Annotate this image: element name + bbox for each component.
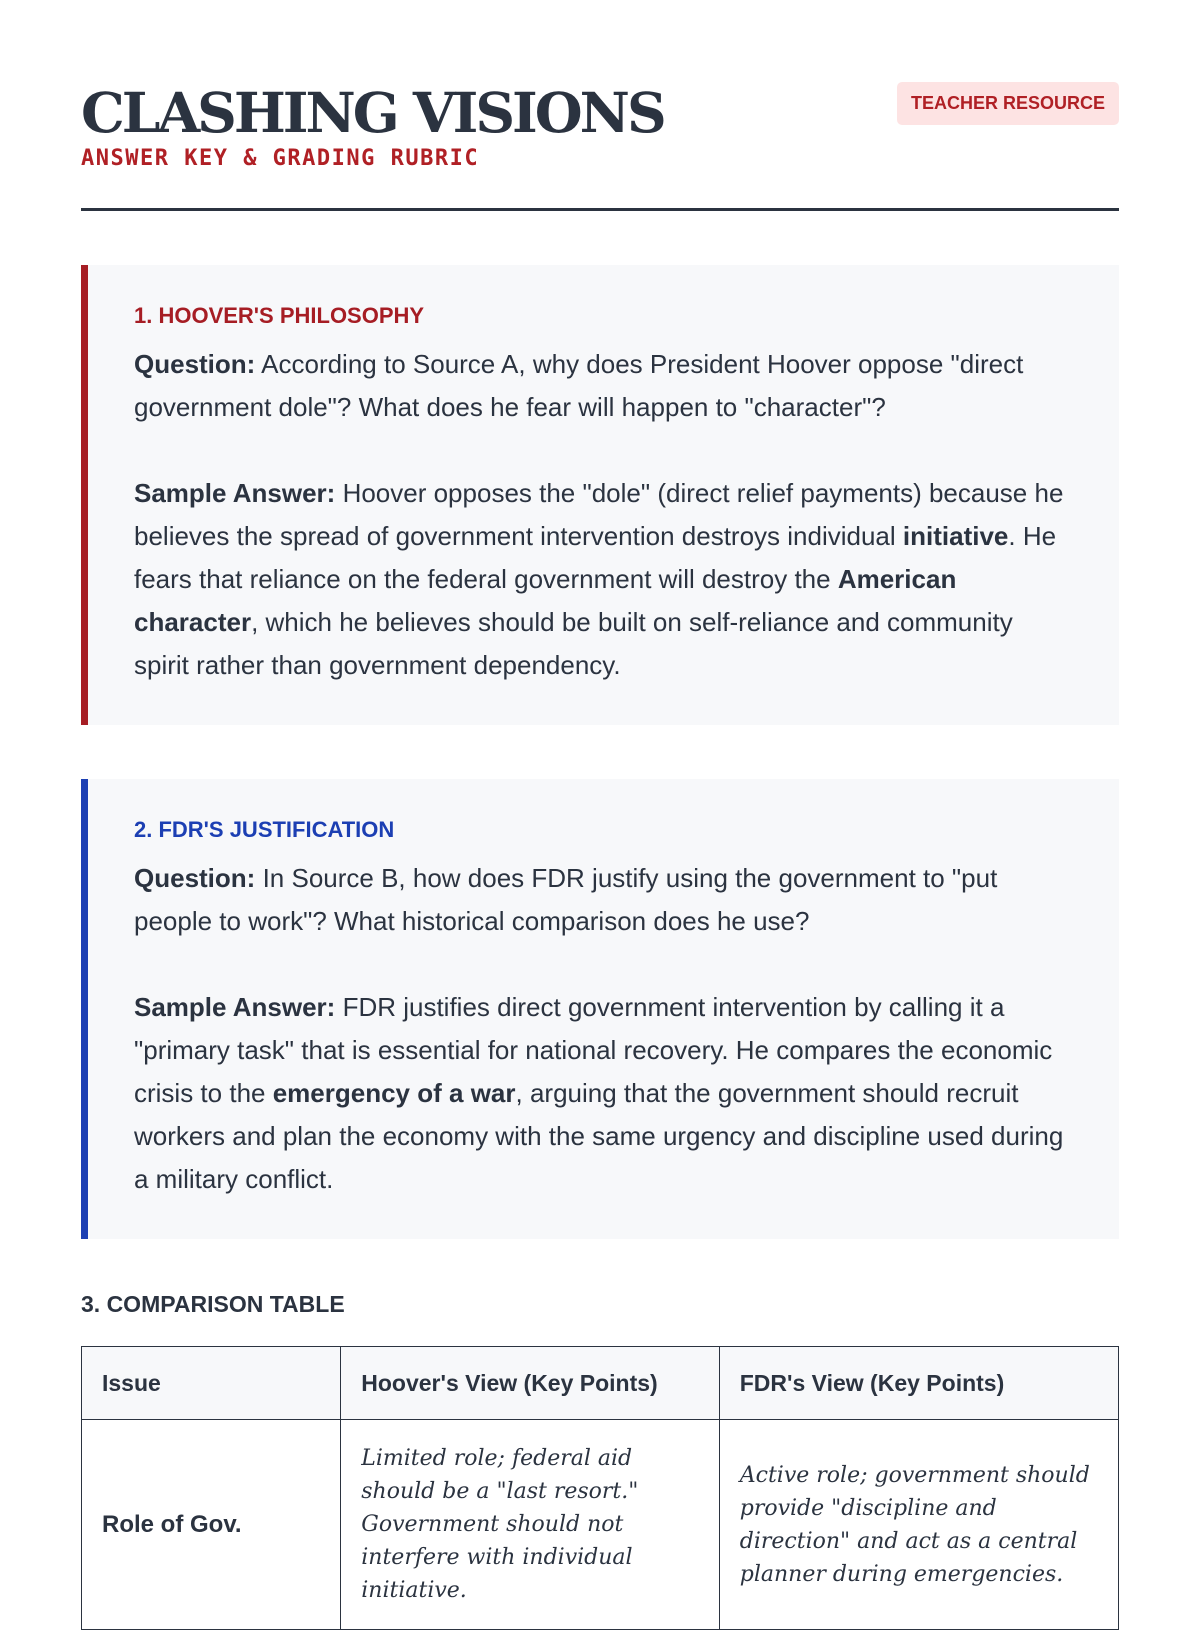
question-text <box>134 343 1073 429</box>
question-text <box>134 857 1073 943</box>
answer-emphasis: initiative <box>902 521 1009 551</box>
table-row <box>82 1420 1119 1630</box>
answer-emphasis: emergency of a war <box>272 1078 516 1108</box>
comparison-section <box>81 1291 1119 1630</box>
question-body: In Source B, how does FDR justify using the government to "put people to work"? What historical comparison does he use? <box>134 863 998 936</box>
answer-text: , which he believes should be built on self-reliance and community spirit rather than government dependency. <box>134 607 1013 680</box>
answer-emphasis: American character <box>134 564 957 637</box>
cell-hoover-view: Limited role; federal aid should be a "last resort." Government should not interfere with individual initiative. <box>341 1420 720 1630</box>
question-title: 2. FDR'S JUSTIFICATION <box>134 817 395 842</box>
teacher-resource-badge: TEACHER RESOURCE <box>897 82 1119 125</box>
column-header-hoover: Hoover's View (Key Points) <box>341 1347 720 1420</box>
sample-answer <box>134 986 1073 1201</box>
page-header <box>81 0 1119 211</box>
question-card-hoover <box>81 265 1119 725</box>
page-subtitle: ANSWER KEY & GRADING RUBRIC <box>81 146 480 171</box>
question-card-fdr <box>81 779 1119 1239</box>
comparison-table <box>81 1346 1119 1630</box>
table-header-row <box>82 1347 1119 1420</box>
column-header-fdr: FDR's View (Key Points) <box>719 1347 1118 1420</box>
answer-text: FDR justifies direct government intervention by calling it a "primary task" that is essential for national recovery. He compares the economic crisis to the <box>134 992 1053 1108</box>
cell-issue: Role of Gov. <box>82 1420 341 1630</box>
sample-answer <box>134 472 1073 687</box>
comparison-title: 3. COMPARISON TABLE <box>81 1291 345 1317</box>
cell-fdr-view: Active role; government should provide "discipline and direction" and act as a central planner during emergencies. <box>719 1420 1118 1630</box>
question-label: Question: <box>134 349 256 379</box>
answer-text: Hoover opposes the "dole" (direct relief payments) because he believes the spread of government intervention destroys individual <box>134 478 1064 551</box>
question-body: According to Source A, why does President Hoover oppose "direct government dole"? What does he fear will happen to "character"? <box>134 349 1024 422</box>
answer-label: Sample Answer: <box>134 478 336 508</box>
column-header-issue: Issue <box>82 1347 341 1420</box>
answer-text: . He fears that reliance on the federal government will destroy the <box>134 521 1057 594</box>
answer-text: , arguing that the government should recruit workers and plan the economy with the same urgency and discipline used during a military conflict. <box>134 1078 1064 1194</box>
answer-label: Sample Answer: <box>134 992 336 1022</box>
question-label: Question: <box>134 863 256 893</box>
page-title: CLASHING VISIONS <box>81 80 664 145</box>
question-title: 1. HOOVER'S PHILOSOPHY <box>134 303 425 328</box>
